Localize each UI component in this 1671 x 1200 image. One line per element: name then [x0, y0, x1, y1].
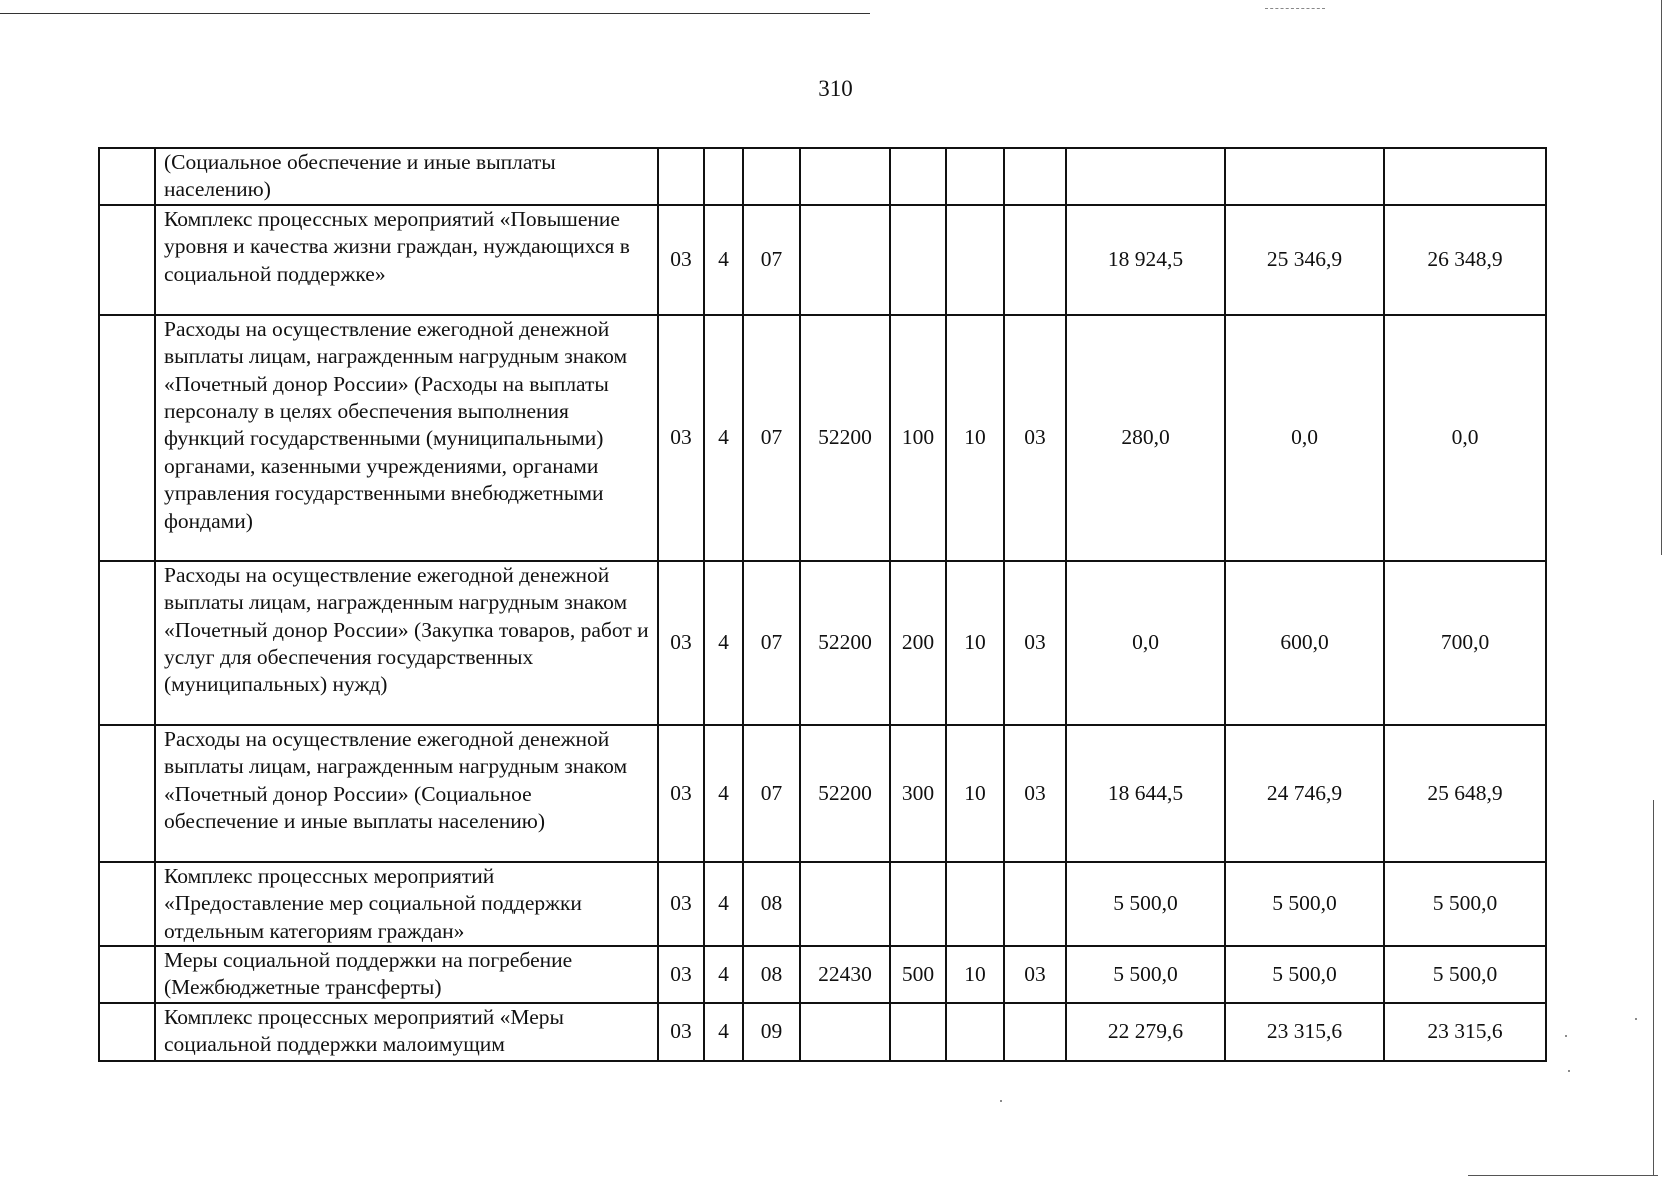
- direction-code-cell: 52200: [800, 725, 890, 862]
- subsection-code-2-cell: [1004, 1003, 1066, 1061]
- subsection-code-2-cell: 03: [1004, 561, 1066, 725]
- expense-type-code-cell: [890, 862, 946, 946]
- scan-speck: [1000, 1100, 1002, 1102]
- row-number-cell: [99, 148, 155, 205]
- page-number: 310: [818, 76, 853, 101]
- section-code-2-cell: [946, 1003, 1004, 1061]
- subsection-code-cell: 4: [704, 315, 743, 561]
- expense-type-code-cell: [890, 148, 946, 205]
- subsection-code-cell: [704, 148, 743, 205]
- subsection-code-cell: 4: [704, 205, 743, 315]
- program-code-cell: 07: [743, 561, 800, 725]
- amount-year-3-cell: 0,0: [1384, 315, 1546, 561]
- amount-year-2-cell: [1225, 148, 1384, 205]
- amount-year-3-cell: 5 500,0: [1384, 862, 1546, 946]
- amount-year-1-cell: 5 500,0: [1066, 862, 1225, 946]
- program-code-cell: 07: [743, 725, 800, 862]
- budget-table: [98, 147, 1547, 1062]
- scan-edge-line: [1468, 1175, 1658, 1176]
- scan-edge-line: [1653, 800, 1654, 1175]
- program-code-cell: 08: [743, 946, 800, 1003]
- amount-year-1-cell: 18 924,5: [1066, 205, 1225, 315]
- subsection-code-2-cell: 03: [1004, 725, 1066, 862]
- amount-year-2-cell: 5 500,0: [1225, 946, 1384, 1003]
- amount-year-1-cell: 22 279,6: [1066, 1003, 1225, 1061]
- expense-type-code-cell: 300: [890, 725, 946, 862]
- subsection-code-cell: 4: [704, 862, 743, 946]
- row-number-cell: [99, 315, 155, 561]
- expense-name-cell: Расходы на осуществление ежегодной денежной выплаты лицам, награжденным нагрудным знаком «Почетный донор России» (Расходы на выплаты персоналу в целях обеспечения выполнения функций государственными (муниципальными) органами, казенными учреждениями, органами управления государственными внебюджетными фондами): [155, 315, 658, 561]
- table-row: [99, 205, 1546, 315]
- section-code-cell: 03: [658, 205, 704, 315]
- program-code-cell: 07: [743, 315, 800, 561]
- subsection-code-2-cell: [1004, 862, 1066, 946]
- table-row: [99, 946, 1546, 1003]
- expense-type-code-cell: [890, 1003, 946, 1061]
- expense-name-cell: Комплекс процессных мероприятий «Меры социальной поддержки малоимущим: [155, 1003, 658, 1061]
- direction-code-cell: [800, 205, 890, 315]
- amount-year-2-cell: 5 500,0: [1225, 862, 1384, 946]
- scan-edge-line: [1265, 8, 1325, 9]
- row-number-cell: [99, 862, 155, 946]
- amount-year-1-cell: 0,0: [1066, 561, 1225, 725]
- scan-speck: [1565, 1035, 1567, 1037]
- program-code-cell: 07: [743, 205, 800, 315]
- amount-year-2-cell: 0,0: [1225, 315, 1384, 561]
- section-code-2-cell: 10: [946, 315, 1004, 561]
- section-code-cell: [658, 148, 704, 205]
- subsection-code-2-cell: 03: [1004, 946, 1066, 1003]
- amount-year-3-cell: 5 500,0: [1384, 946, 1546, 1003]
- expense-name-cell: Меры социальной поддержки на погребение (Межбюджетные трансферты): [155, 946, 658, 1003]
- section-code-cell: 03: [658, 1003, 704, 1061]
- direction-code-cell: [800, 148, 890, 205]
- table-row: [99, 1003, 1546, 1061]
- section-code-cell: 03: [658, 561, 704, 725]
- program-code-cell: 08: [743, 862, 800, 946]
- expense-name-cell: Расходы на осуществление ежегодной денежной выплаты лицам, награжденным нагрудным знаком «Почетный донор России» (Социальное обеспечение и иные выплаты населению): [155, 725, 658, 862]
- row-number-cell: [99, 946, 155, 1003]
- table-row: [99, 725, 1546, 862]
- expense-name-cell: Расходы на осуществление ежегодной денежной выплаты лицам, награжденным нагрудным знаком «Почетный донор России» (Закупка товаров, работ и услуг для обеспечения государственных (муниципальных) нужд): [155, 561, 658, 725]
- section-code-2-cell: [946, 205, 1004, 315]
- subsection-code-cell: 4: [704, 1003, 743, 1061]
- program-code-cell: 09: [743, 1003, 800, 1061]
- scan-edge-line: [0, 13, 870, 14]
- amount-year-1-cell: 5 500,0: [1066, 946, 1225, 1003]
- section-code-cell: 03: [658, 315, 704, 561]
- subsection-code-2-cell: 03: [1004, 315, 1066, 561]
- amount-year-3-cell: [1384, 148, 1546, 205]
- section-code-2-cell: 10: [946, 561, 1004, 725]
- amount-year-2-cell: 600,0: [1225, 561, 1384, 725]
- amount-year-3-cell: 25 648,9: [1384, 725, 1546, 862]
- direction-code-cell: [800, 862, 890, 946]
- section-code-2-cell: 10: [946, 946, 1004, 1003]
- expense-type-code-cell: 100: [890, 315, 946, 561]
- expense-type-code-cell: 200: [890, 561, 946, 725]
- amount-year-3-cell: 700,0: [1384, 561, 1546, 725]
- direction-code-cell: 52200: [800, 561, 890, 725]
- subsection-code-cell: 4: [704, 946, 743, 1003]
- table-row: [99, 148, 1546, 205]
- expense-type-code-cell: 500: [890, 946, 946, 1003]
- expense-name-cell: Комплекс процессных мероприятий «Предоставление мер социальной поддержки отдельным категориям граждан»: [155, 862, 658, 946]
- amount-year-3-cell: 26 348,9: [1384, 205, 1546, 315]
- amount-year-1-cell: 18 644,5: [1066, 725, 1225, 862]
- scan-speck: [1635, 1018, 1637, 1020]
- program-code-cell: [743, 148, 800, 205]
- amount-year-2-cell: 25 346,9: [1225, 205, 1384, 315]
- row-number-cell: [99, 725, 155, 862]
- row-number-cell: [99, 1003, 155, 1061]
- row-number-cell: [99, 205, 155, 315]
- amount-year-1-cell: [1066, 148, 1225, 205]
- expense-name-cell: Комплекс процессных мероприятий «Повышение уровня и качества жизни граждан, нуждающихся в социальной поддержке»: [155, 205, 658, 315]
- subsection-code-cell: 4: [704, 561, 743, 725]
- table-body: [99, 148, 1546, 1061]
- section-code-cell: 03: [658, 725, 704, 862]
- amount-year-1-cell: 280,0: [1066, 315, 1225, 561]
- amount-year-3-cell: 23 315,6: [1384, 1003, 1546, 1061]
- table-row: [99, 315, 1546, 561]
- amount-year-2-cell: 24 746,9: [1225, 725, 1384, 862]
- subsection-code-cell: 4: [704, 725, 743, 862]
- subsection-code-2-cell: [1004, 148, 1066, 205]
- direction-code-cell: 22430: [800, 946, 890, 1003]
- table-row: [99, 561, 1546, 725]
- section-code-2-cell: [946, 148, 1004, 205]
- direction-code-cell: [800, 1003, 890, 1061]
- row-number-cell: [99, 561, 155, 725]
- section-code-cell: 03: [658, 946, 704, 1003]
- direction-code-cell: 52200: [800, 315, 890, 561]
- table-row: [99, 862, 1546, 946]
- scan-speck: [1568, 1070, 1570, 1072]
- section-code-2-cell: [946, 862, 1004, 946]
- expense-name-cell: (Социальное обеспечение и иные выплаты населению): [155, 148, 658, 205]
- expense-type-code-cell: [890, 205, 946, 315]
- amount-year-2-cell: 23 315,6: [1225, 1003, 1384, 1061]
- section-code-2-cell: 10: [946, 725, 1004, 862]
- subsection-code-2-cell: [1004, 205, 1066, 315]
- section-code-cell: 03: [658, 862, 704, 946]
